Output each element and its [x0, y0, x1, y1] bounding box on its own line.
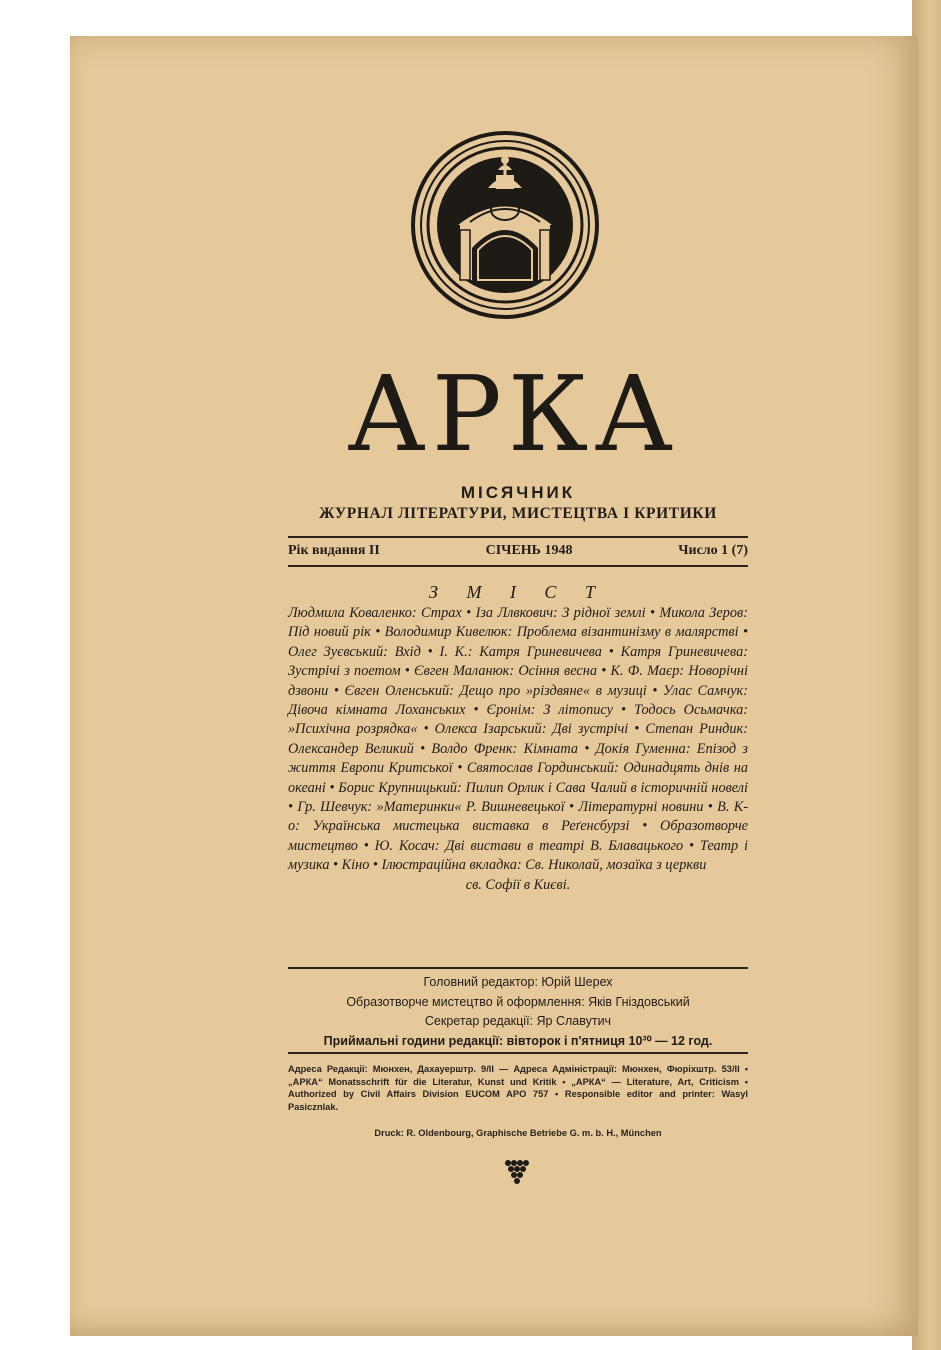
- printer-line: Druck: R. Oldenbourg, Graphische Betriebe G. m. b. H., München: [374, 1128, 662, 1138]
- secretary: Секретар редакції: Яр Славутич: [424, 1014, 612, 1028]
- office-hours: Приймальні години редакції: вівторок і п'ятниця 10³⁰ — 12 год.: [323, 1033, 713, 1048]
- table-of-contents: [288, 604, 748, 895]
- issue-rule: [288, 565, 748, 567]
- top-rule: [288, 536, 748, 538]
- issue-number: Число 1 (7): [678, 543, 748, 558]
- editorial-staff: [288, 973, 748, 1051]
- imprint-address: Адреса Редакції: Мюнхен, Дахауерштр. 9/II — Адреса Адміністрації: Мюнхен, Фюріхштр. 53/II • „АРКА“ Monatsschrift für die Literatur, Kunst und Kritik • „АРКА“ — Literature, Art, Criticism • Authorized by Civil Affairs Division EUCOM APO 757 • Responsible editor and printer: Wasyl Pasicznlak.: [288, 1064, 748, 1113]
- printer-mark-icon: [503, 1158, 531, 1186]
- contents-last-line: св. Софії в Києві.: [465, 876, 571, 893]
- journal-subtitle: ЖУРНАЛ ЛІТЕРАТУРИ, МИСТЕЦТВА І КРИТИКИ: [319, 505, 717, 522]
- contents-body: Людмила Коваленко: Страх • Іза Ллвкович: З рідної землі • Микола Зеров: Під новий рік • Володимир Кивелюк: Проблема візантинізму в малярстві • Олег Зуєвський: Вхід • І. К.: Катря Гриневичева • Катря Гриневичева: Зустрічі з поетом • Євген Маланюк: Осіння весна • К. Ф. Маєр: Новорічні дзвони • Євген Оленський: Дещо про »різдвяне« в музиці • Улас Самчук: Дівоча кімната Лоханських • Єронім: З літопису • Тодось Осьмачка: »Психічна розрядка« • Олекса Ізарський: Дві зустрічі • Степан Риндик: Олександер Великий • Волдо Френк: Кімната • Докія Гуменна: Епізод з життя Европи Критської • Святослав Гординський: Одинадцять днів на океані • Борис Крупницький: Пилип Орлик і Сава Чалий в історичній новелі • Гр. Шевчук: »Материнки« Р. Вишневецької • Літературні новини • В. К-о: Українська мистецька виставка в Реґенсбурзі • Образотворче мистецтво • Ю. Косач: Дві вистави в театрі В. Блавацького • Театр і музика • Кіно • Ілюстраційна вкладка: Св. Николай, мозаїка з церкви: [288, 605, 748, 874]
- issue-date: СІЧЕНЬ 1948: [485, 543, 573, 558]
- arch-emblem-logo: [410, 130, 600, 320]
- issue-year: Рік видання II: [288, 543, 380, 558]
- art-editor: Образотворче мистецтво й оформлення: Яків Гніздовський: [346, 994, 690, 1009]
- chief-editor: Головний редактор: Юрій Шерех: [423, 975, 613, 989]
- contents-heading: З М І С Т: [429, 582, 607, 602]
- frequency-label: МІСЯЧНИК: [460, 483, 576, 502]
- journal-title: АРКА: [347, 353, 679, 475]
- issue-info: [288, 543, 748, 559]
- staff-top-rule: [288, 967, 748, 969]
- staff-bottom-rule: [288, 1052, 748, 1054]
